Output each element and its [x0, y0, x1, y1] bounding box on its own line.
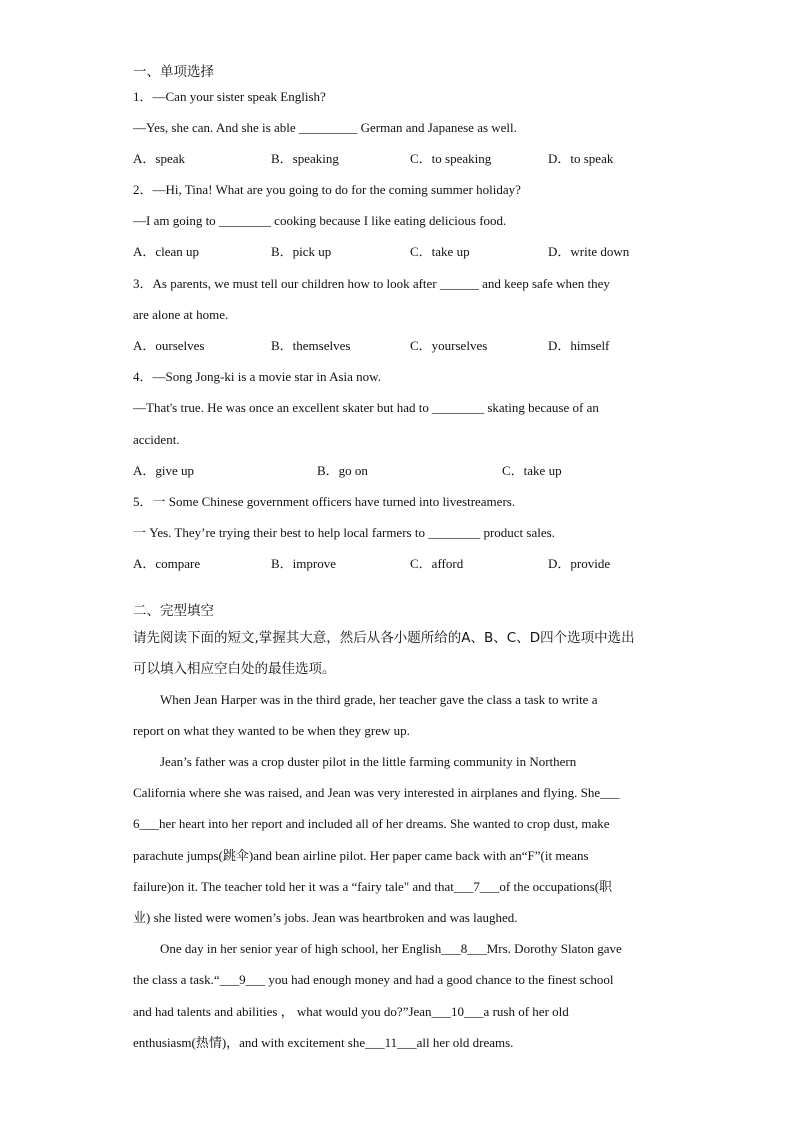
q5-option-a: A．compare	[133, 556, 201, 571]
passage-line: One day in her senior year of high school, her English___8___Mrs. Dorothy Slaton gave	[160, 941, 622, 956]
section2-instruction-line2: 可以填入相应空白处的最佳选项。	[133, 661, 336, 677]
q4-option-b: B．go on	[317, 463, 368, 478]
passage-line: parachute jumps(跳伞)and bean airline pilot. Her paper came back with an“F”(it means	[133, 848, 589, 863]
passage-line: 业) she listed were women’s jobs. Jean was heartbroken and was laughed.	[133, 910, 518, 925]
q1-line2: —Yes, she can. And she is able _________ German and Japanese as well.	[133, 120, 517, 135]
passage-line: California where she was raised, and Jean was very interested in airplanes and flying. She___	[133, 785, 620, 800]
q2-option-d: D．write down	[548, 244, 630, 259]
q3-option-b: B．themselves	[271, 338, 351, 353]
q5-option-c: C．afford	[410, 556, 464, 571]
passage-line: 6___her heart into her report and included all of her dreams. She wanted to crop dust, make	[133, 816, 610, 831]
q4-option-c: C．take up	[502, 463, 562, 478]
passage-line: and had talents and abilities ， what would you do?”Jean___10___a rush of her old	[133, 1004, 569, 1019]
q2-option-c: C．take up	[410, 244, 470, 259]
q1-option-d: D．to speak	[548, 151, 614, 166]
q5-option-d: D．provide	[548, 556, 611, 571]
q5-line2: 一 Yes. They’re trying their best to help local farmers to ________ product sales.	[133, 525, 555, 540]
passage-line: failure)on it. The teacher told her it was a “fairy tale" and that___7___of the occupations(职	[133, 879, 613, 894]
q2-option-b: B．pick up	[271, 244, 332, 259]
q3-line2: are alone at home.	[133, 307, 229, 322]
q4-line2: —That's true. He was once an excellent skater but had to ________ skating because of an	[133, 400, 599, 415]
q2-option-a: A．clean up	[133, 244, 200, 259]
section2-instruction-line1: 请先阅读下面的短文,掌握其大意，然后从各小题所给的A、B、C、D四个选项中选出	[133, 630, 635, 646]
q4-option-a: A．give up	[133, 463, 195, 478]
passage-line: Jean’s father was a crop duster pilot in the little farming community in Northern	[160, 754, 577, 769]
q3-line1: 3．As parents, we must tell our children how to look after ______ and keep safe when they	[133, 276, 610, 291]
q2-line2: —I am going to ________ cooking because I like eating delicious food.	[133, 213, 507, 228]
q1-option-a: A．speak	[133, 151, 185, 166]
passage-line: the class a task.“___9___ you had enough money and had a good chance to the finest school	[133, 972, 614, 987]
passage-line: enthusiasm(热情)，and with excitement she___11___all her old dreams.	[133, 1035, 514, 1050]
section2-heading: 二、完型填空	[133, 603, 214, 619]
q4-line3: accident.	[133, 432, 180, 447]
q5-line1: 5．一 Some Chinese government officers have turned into livestreamers.	[133, 494, 516, 509]
q4-line1: 4．—Song Jong-ki is a movie star in Asia now.	[133, 369, 381, 384]
q5-option-b: B．improve	[271, 556, 336, 571]
q1-line1: 1．—Can your sister speak English?	[133, 89, 326, 104]
q2-line1: 2．—Hi, Tina! What are you going to do for the coming summer holiday?	[133, 182, 521, 197]
q1-option-b: B．speaking	[271, 151, 339, 166]
q3-option-a: A．ourselves	[133, 338, 205, 353]
q3-option-c: C．yourselves	[410, 338, 488, 353]
passage-line: report on what they wanted to be when they grew up.	[133, 723, 410, 738]
passage-line: When Jean Harper was in the third grade, her teacher gave the class a task to write a	[160, 692, 598, 707]
section1-heading: 一、单项选择	[133, 64, 214, 80]
q1-option-c: C．to speaking	[410, 151, 492, 166]
q3-option-d: D．himself	[548, 338, 610, 353]
